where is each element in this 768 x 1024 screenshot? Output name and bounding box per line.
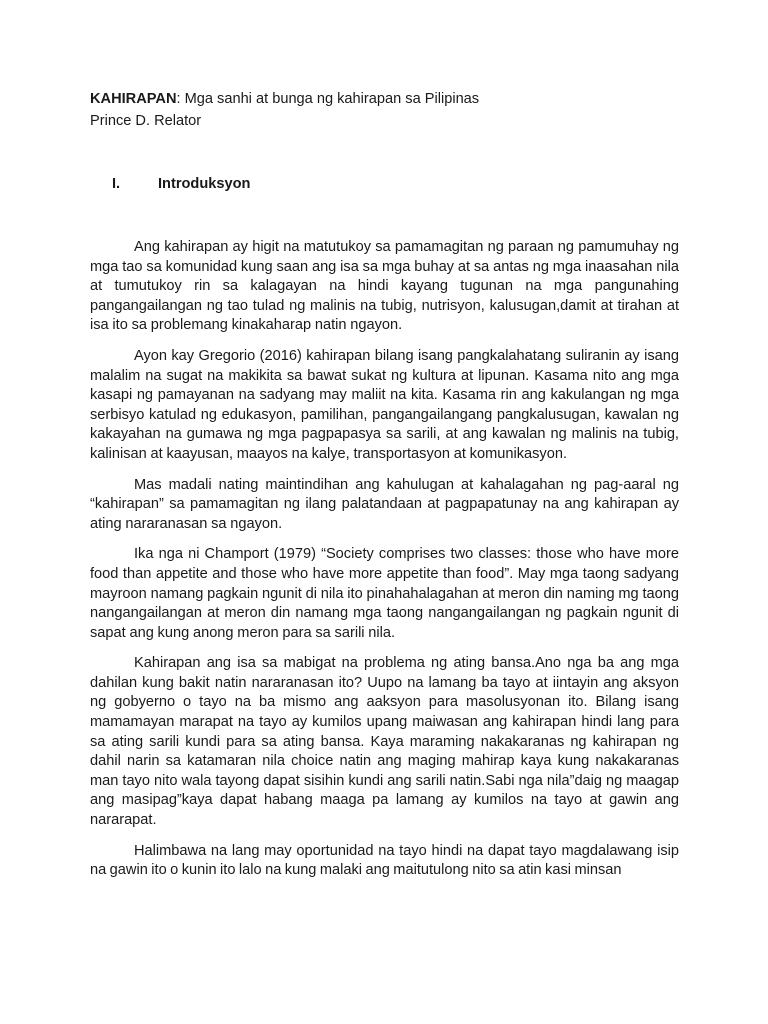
section-title: Introduksyon — [158, 176, 251, 192]
paragraph-4: Ika nga ni Champort (1979) “Society comprises two classes: those who have more food than appetite and those who have more appetite than food”. May mga taong sadyang mayroon namang pagkain ngunit di nila ito pinahahalagahan at meron din naming mg taong nangangailangan at meron din namang mga taong nangangailangan ng pagkain ngunit di sapat ang kung anong meron para sa sarili nila. — [90, 546, 679, 641]
paragraph-3: Mas madali nating maintindihan ang kahulugan at kahalagahan ng pag-aaral ng “kahirapan” sa pamamagitan ng ilang palatandaan at pagpapatunay na ang kahirapan ay ating nararanasan sa ngayon. — [90, 476, 679, 532]
paragraph-5: Kahirapan ang isa sa mabigat na problema ng ating bansa.Ano nga ba ang mga dahilan kung bakit natin nararanasan ito? Uupo na lamang ba tayo at iintayin ang aksyon ng gobyerno o tayo na ba mismo ang aaksyon para masolusyonan ito. Bilang isang mamamayan marapat na tayo ay kumilos upang maiwasan ang kahirapan hindi lang para sa ating sarili kundi para sa ating bansa. Kaya maraming nakakaranas ng kahirapan ng dahil narin sa katamaran nila choice natin ang maging mahirap kaya kung nakakaranas man tayo nito wala tayong dapat sisihin kundi ang sarili natin.Sabi nga nila”daig ng maagap ang masipag”kaya dapat habang maaga pa lamang ay kumilos na tayo at gawin ang nararapat. — [90, 655, 679, 829]
paragraph-6: Halimbawa na lang may oportunidad na tayo hindi na dapat tayo magdalawang isip na gawin ito o kunin ito lalo na kung malaki ang maitutulong nito sa atin kasi minsan — [90, 842, 679, 879]
section-heading — [90, 173, 679, 195]
document-title — [90, 88, 679, 110]
document-page — [90, 88, 679, 1024]
title-keyword: KAHIRAPAN — [90, 91, 177, 107]
paragraph-2: Ayon kay Gregorio (2016) kahirapan bilang isang pangkalahatang suliranin ay isang malalim na sugat na makikita sa bawat sukat ng kultura at lipunan. Kasama nito ang mga kasapi ng pamayanan na sadyang may maliit na kita. Kasama rin ang kakulangan ng mga serbisyo katulad ng edukasyon, pamilihan, pangangailangang pangkalusugan, kawalan ng kakayahan na gumawa ng mga pagpapasya sa sarili, at ang kawalan ng malinis na tubig, kalinisan at kaayusan, maayos na kalye, transportasyon at komunikasyon. — [90, 347, 679, 462]
title-subtitle: : Mga sanhi at bunga ng kahirapan sa Pilipinas — [176, 91, 480, 107]
paragraph-1: Ang kahirapan ay higit na matutukoy sa pamamagitan ng paraan ng pamumuhay ng mga tao sa komunidad kung saan ang isa sa mga buhay at sa antas ng mga inaasahan nila at tumutukoy rin sa kalagayan na hindi kayang tugunan na mga pangunahing pangangailangan ng tao tulad ng malinis na tubig, nutrisyon, kalusugan,damit at tirahan at isa ito sa problemang kinakaharap natin ngayon. — [90, 239, 679, 334]
section-number: I. — [112, 176, 121, 192]
author-name: Prince D. Relator — [90, 113, 202, 129]
